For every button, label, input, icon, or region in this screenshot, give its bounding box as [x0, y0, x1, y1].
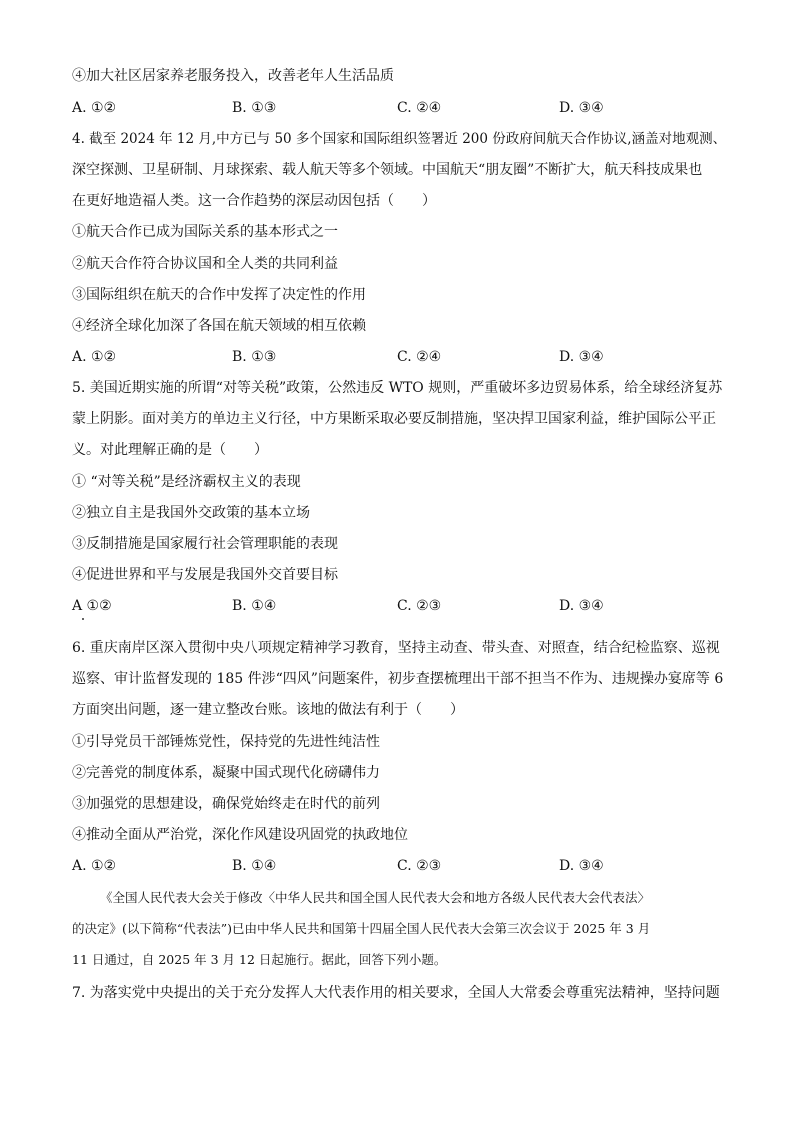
q4-item: ③国际组织在航天的合作中发挥了决定性的作用 — [72, 287, 366, 303]
stray-mark — [82, 618, 84, 620]
q5-item: ②独立自主是我国外交政策的基本立场 — [72, 505, 310, 521]
q3-option-b: B. ①③ — [232, 100, 277, 116]
q3-options — [72, 98, 732, 118]
q5-item: ③反制措施是国家履行社会管理职能的表现 — [72, 536, 338, 552]
q4-option-a: A. ①② — [72, 349, 117, 365]
q4-option-b: B. ①③ — [232, 349, 277, 365]
q4-item: ④经济全球化加深了各国在航天领域的相互依赖 — [72, 318, 366, 334]
q3-option-a: A. ①② — [72, 100, 117, 116]
q6-item: ②完善党的制度体系，凝聚中国式现代化磅礴伟力 — [72, 765, 380, 781]
q4-stem-line: 深空探测、卫星研制、月球探索、载人航天等多个领域。中国航天“朋友圈”不断扩大，航天科技成果也 — [72, 162, 703, 178]
q6-stem-line: 巡察、审计监督发现的 185 件涉“四风”问题案件，初步查摆梳理出干部不担当不作为、违规操办宴席等 6 — [72, 671, 724, 687]
q5-options — [72, 596, 732, 616]
q3-option-c: C. ②④ — [397, 100, 442, 116]
q6-option-b: B. ①④ — [232, 858, 277, 874]
q6-option-d: D. ③④ — [559, 858, 604, 874]
material-line: 的决定》(以下简称“代表法”)已由中华人民共和国第十四届全国人民代表大会第三次会议于 2025 年 3 月 — [72, 921, 651, 936]
q5-stem-line: 5. 美国近期实施的所谓“对等关税”政策，公然违反 WTO 规则，严重破坏多边贸易体系，给全球经济复苏 — [72, 380, 723, 396]
q7-stem-line: 7. 为落实党中央提出的关于充分发挥人大代表作用的相关要求，全国人大常委会尊重宪法精神，坚持问题 — [72, 985, 720, 1001]
q6-stem-line: 方面突出问题，逐一建立整改台账。该地的做法有利于（ ） — [72, 702, 464, 718]
q5-option-c: C. ②③ — [397, 598, 442, 614]
q6-option-a: A. ①② — [72, 858, 117, 874]
q3-option-d: D. ③④ — [559, 100, 604, 116]
q4-item: ①航天合作已成为国际关系的基本形式之一 — [72, 224, 338, 240]
q4-stem-line: 4. 截至 2024 年 12 月,中方已与 50 多个国家和国际组织签署近 200 份政府间航天合作协议,涵盖对地观测、 — [72, 131, 727, 147]
q6-item: ①引导党员干部锤炼党性，保持党的先进性纯洁性 — [72, 734, 380, 750]
q6-stem-line: 6. 重庆南岸区深入贯彻中央八项规定精神学习教育，坚持主动查、带头查、对照查，结合纪检监察、巡视 — [72, 640, 720, 656]
q6-option-c: C. ②③ — [397, 858, 442, 874]
q3-item-4: ④加大社区居家养老服务投入，改善老年人生活品质 — [72, 68, 394, 84]
q4-option-d: D. ③④ — [559, 349, 604, 365]
material-line: 《全国人民代表大会关于修改〈中华人民共和国全国人民代表大会和地方各级人民代表大会代表法〉 — [100, 890, 651, 905]
material-line: 11 日通过，自 2025 年 3 月 12 日起施行。据此，回答下列小题。 — [72, 952, 447, 967]
q6-item: ④推动全面从严治党，深化作风建设巩固党的执政地位 — [72, 827, 408, 843]
q4-stem-line: 在更好地造福人类。这一合作趋势的深层动因包括（ ） — [72, 193, 436, 209]
q5-item: ① “对等关税”是经济霸权主义的表现 — [72, 474, 301, 490]
q5-item: ④促进世界和平与发展是我国外交首要目标 — [72, 567, 338, 583]
q5-option-d: D. ③④ — [559, 598, 604, 614]
q5-option-a: A ①② — [72, 598, 112, 614]
q4-option-c: C. ②④ — [397, 349, 442, 365]
q5-stem-line: 蒙上阴影。面对美方的单边主义行径，中方果断采取必要反制措施，坚决捍卫国家利益，维护国际公平正 — [72, 411, 716, 427]
q5-stem-line: 义。对此理解正确的是（ ） — [72, 442, 268, 458]
q6-options — [72, 856, 732, 876]
q4-options — [72, 347, 732, 367]
q5-option-b: B. ①④ — [232, 598, 277, 614]
q4-item: ②航天合作符合协议国和全人类的共同利益 — [72, 256, 338, 272]
q6-item: ③加强党的思想建设，确保党始终走在时代的前列 — [72, 796, 380, 812]
